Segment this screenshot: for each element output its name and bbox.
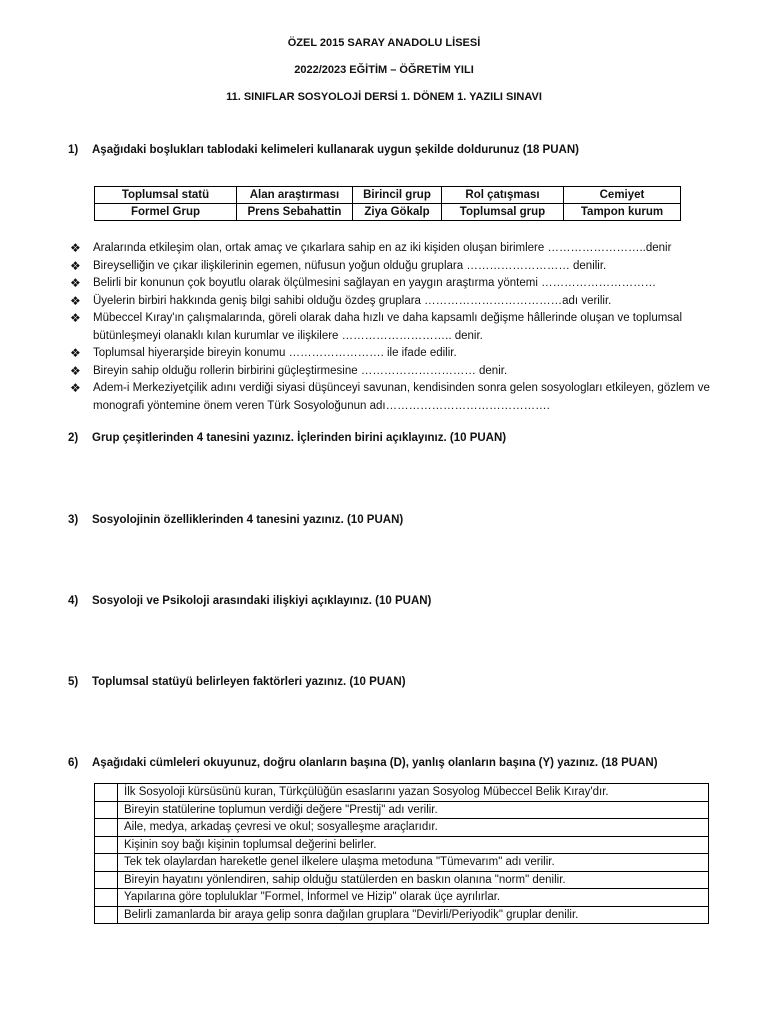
question-text: Toplumsal statüyü belirleyen faktörleri yazınız. (10 PUAN)	[92, 676, 406, 688]
list-item	[70, 275, 730, 293]
list-item	[70, 345, 730, 363]
answer-cell[interactable]	[95, 889, 118, 907]
question-number: 5)	[68, 676, 79, 688]
answer-cell[interactable]	[95, 906, 118, 924]
answer-cell[interactable]	[95, 801, 118, 819]
question-number: 6)	[68, 757, 79, 769]
list-item	[70, 258, 730, 276]
word-cell: Formel Grup	[95, 204, 237, 221]
fill-item-text: Bireyin sahip olduğu rollerin birbirini güçleştirmesine ………………………… denir.	[93, 364, 508, 377]
table-row	[95, 801, 709, 819]
fill-item-text: Adem-i Merkeziyetçilik adını verdiği siyasi düşünceyi savunan, kendisinden sonra gelen sosyologları etkileyen, gözlem ve monografi yöntemine önem veren Türk Sosyoloğunun adı…………………………………….	[93, 382, 710, 412]
word-cell: Tampon kurum	[564, 204, 681, 221]
answer-cell[interactable]	[95, 854, 118, 872]
diamond-bullet-icon: ❖	[70, 381, 81, 395]
diamond-bullet-icon: ❖	[70, 311, 81, 325]
question-6	[68, 757, 658, 769]
fill-item-text: Mübeccel Kıray'ın çalışmalarında, göreli olarak daha hızlı ve daha kapsamlı değişme hâllerinde oluşan ve toplumsal bütünleşmeyi olanaklı kılan kurumlar ve ilişkilere ……………………….. denir.	[93, 312, 683, 342]
statement-cell: Yapılarına göre topluluklar "Formel, İnformel ve Hizip" olarak üçe ayrılırlar.	[118, 889, 709, 907]
question-3	[68, 514, 403, 526]
table-row	[95, 819, 709, 837]
exam-title: 11. SINIFLAR SOSYOLOJİ DERSİ 1. DÖNEM 1. YAZILI SINAVI	[226, 91, 542, 103]
word-cell: Alan araştırması	[237, 187, 353, 204]
table-row	[95, 889, 709, 907]
question-5	[68, 676, 406, 688]
statement-cell: Bireyin hayatını yönlendiren, sahip olduğu statülerden en baskın olanına "norm" denilir.	[118, 871, 709, 889]
word-bank-table	[94, 186, 681, 221]
question-number: 3)	[68, 514, 79, 526]
fill-item-text: Bireyselliğin ve çıkar ilişkilerinin egemen, nüfusun yoğun olduğu gruplara ……………………… denilir.	[93, 259, 607, 272]
word-cell: Ziya Gökalp	[353, 204, 442, 221]
diamond-bullet-icon: ❖	[70, 293, 81, 308]
answer-cell[interactable]	[95, 784, 118, 802]
fill-item-text: Aralarında etkileşim olan, ortak amaç ve çıkarlara sahip en az iki kişiden oluşan birimlere ……………………..denir	[93, 242, 672, 254]
question-text: Sosyolojinin özelliklerinden 4 tanesini yazınız. (10 PUAN)	[92, 514, 404, 526]
diamond-bullet-icon: ❖	[70, 363, 81, 378]
answer-cell[interactable]	[95, 871, 118, 889]
fill-item-text: Belirli bir konunun çok boyutlu olarak ölçülmesini sağlayan en yaygın araştırma yöntemi …………………………	[93, 277, 657, 289]
table-row	[95, 871, 709, 889]
list-item	[70, 240, 730, 258]
word-cell: Cemiyet	[564, 187, 681, 204]
statement-cell: Bireyin statülerine toplumun verdiği değere "Prestij" adı verilir.	[118, 801, 709, 819]
statement-cell: İlk Sosyoloji kürsüsünü kuran, Türkçülüğün esaslarını yazan Sosyolog Mübeccel Belik Kıray'dır.	[118, 784, 709, 802]
answer-cell[interactable]	[95, 836, 118, 854]
table-row	[95, 187, 681, 204]
question-2	[68, 432, 506, 444]
statement-cell: Belirli zamanlarda bir araya gelip sonra dağılan gruplara "Devirli/Periyodik" gruplar denilir.	[118, 906, 709, 924]
table-row	[95, 854, 709, 872]
fill-item-text: Toplumsal hiyerarşide bireyin konumu ……………………. ile ifade edilir.	[93, 347, 457, 359]
question-number: 1)	[68, 144, 79, 156]
word-cell: Toplumsal grup	[442, 204, 564, 221]
statement-cell: Aile, medya, arkadaş çevresi ve okul; sosyalleşme araçlarıdır.	[118, 819, 709, 837]
fill-in-list	[70, 240, 730, 415]
question-text: Aşağıdaki boşlukları tablodaki kelimeleri kullanarak uygun şekilde doldurunuz (18 PUAN)	[92, 144, 579, 156]
list-item	[70, 363, 730, 381]
question-text: Sosyoloji ve Psikoloji arasındaki ilişkiyi açıklayınız. (10 PUAN)	[92, 595, 432, 607]
diamond-bullet-icon: ❖	[70, 241, 81, 255]
word-cell: Prens Sebahattin	[237, 204, 353, 221]
question-1	[68, 144, 579, 156]
question-text: Aşağıdaki cümleleri okuyunuz, doğru olanların başına (D), yanlış olanların başına (Y) yazınız. (18 PUAN)	[92, 757, 658, 769]
diamond-bullet-icon: ❖	[70, 276, 81, 290]
table-row	[95, 836, 709, 854]
answer-cell[interactable]	[95, 819, 118, 837]
table-row	[95, 204, 681, 221]
word-cell: Rol çatışması	[442, 187, 564, 204]
school-name: ÖZEL 2015 SARAY ANADOLU LİSESİ	[287, 37, 481, 49]
list-item	[70, 380, 730, 415]
statement-cell: Kişinin soy bağı kişinin toplumsal değerini belirler.	[118, 836, 709, 854]
list-item	[70, 310, 730, 345]
diamond-bullet-icon: ❖	[70, 346, 81, 360]
word-cell: Toplumsal statü	[95, 187, 237, 204]
word-cell: Birincil grup	[353, 187, 442, 204]
table-row	[95, 784, 709, 802]
table-row	[95, 906, 709, 924]
question-4	[68, 595, 431, 607]
question-number: 4)	[68, 595, 79, 607]
statement-cell: Tek tek olaylardan hareketle genel ilkelere ulaşma metoduna "Tümevarım" adı verilir.	[118, 854, 709, 872]
diamond-bullet-icon: ❖	[70, 258, 81, 273]
true-false-table	[94, 783, 709, 924]
fill-item-text: Üyelerin birbiri hakkında geniş bilgi sahibi olduğu özdeş gruplara ………………………………adı verilir.	[93, 294, 612, 307]
question-number: 2)	[68, 432, 79, 444]
question-text: Grup çeşitlerinden 4 tanesini yazınız. İçlerinden birini açıklayınız. (10 PUAN)	[92, 432, 507, 444]
academic-year: 2022/2023 EĞİTİM – ÖĞRETİM YILI	[294, 64, 474, 76]
list-item	[70, 293, 730, 311]
